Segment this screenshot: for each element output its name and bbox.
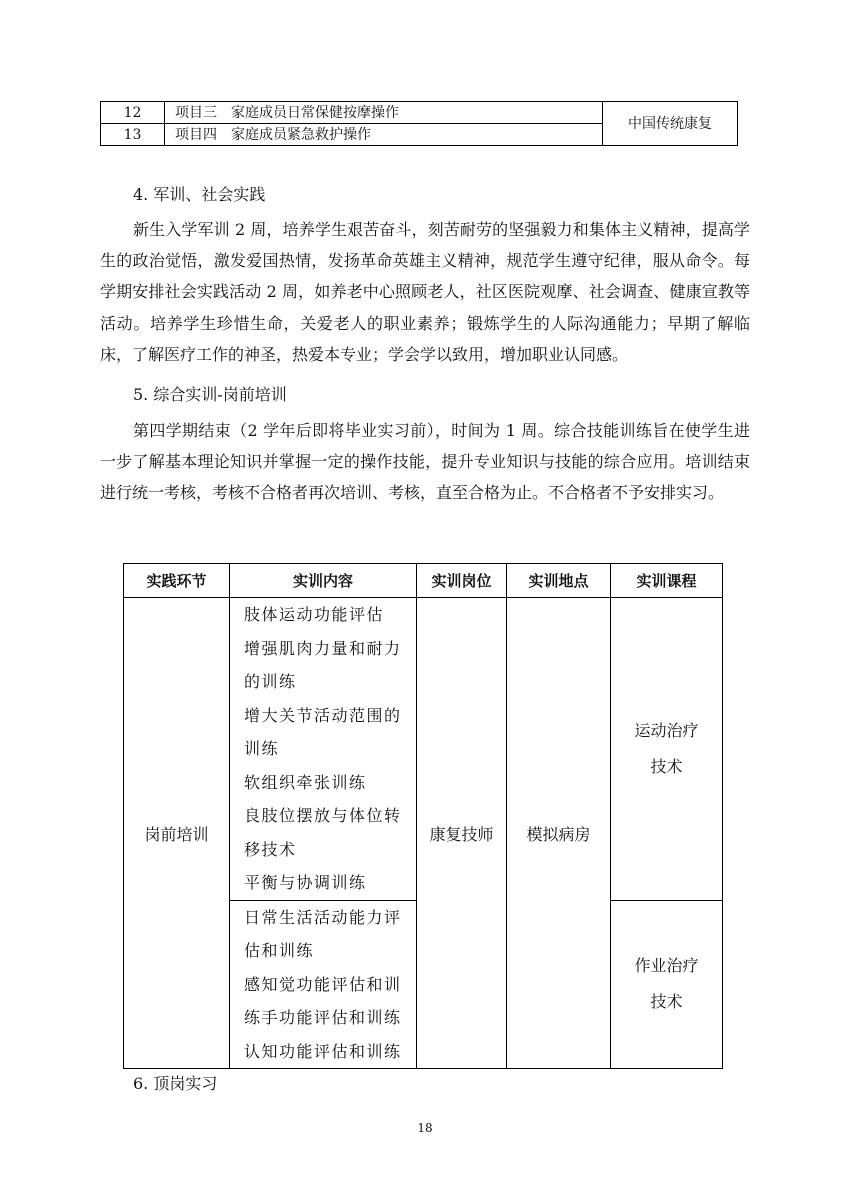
section-paragraph: 新生入学军训 2 周，培养学生艰苦奋斗，刻苦耐劳的坚强毅力和集体主义精神，提高学生的政治觉悟，激发爱国热情，发扬革命英雄主义精神，规范学生遵守纪律，服从命令。每学期安排社会实践活动 2 周，如养老中心照顾老人，社区医院观摩、社会调查、健康宣教等活动。培养学生珍惜生命，关爱老人的职业素养；锻炼学生的人际沟通能力；早期了解临床，了解医疗工作的神圣，热爱本专业；学会学以致用，增加职业认同感。: [100, 220, 750, 364]
content-line: 肢体运动功能评估: [244, 605, 385, 624]
column-header: 实践环节: [124, 564, 230, 598]
project-name: 家庭成员日常保健按摩操作: [231, 104, 399, 121]
project-name: 家庭成员紧急救护操作: [231, 126, 371, 143]
content-line: 训练: [244, 739, 280, 758]
content-line: 的训练: [244, 672, 297, 691]
column-header: 实训内容: [230, 564, 417, 598]
content-line: 估和训练: [244, 941, 315, 960]
content-line: 增强肌肉力量和耐力: [244, 638, 402, 658]
content-line: 增大关节活动范围的: [244, 705, 402, 725]
section-paragraph: 第四学期结束（2 学年后即将毕业实习前），时间为 1 周。综合技能训练旨在使学生进一步了解基本理论知识并掌握一定的操作技能，提升专业知识与技能的综合应用。培训结束进行统一考核，考核不合格者再次培训、考核，直至合格为止。不合格者不予安排实习。: [100, 421, 750, 503]
training-table: [123, 563, 723, 1069]
location-cell: 模拟病房: [507, 598, 611, 1069]
content-line: 日常生活活动能力评: [244, 907, 402, 927]
content-line: 认知功能评估和训练: [244, 1041, 402, 1061]
column-header: 实训地点: [507, 564, 611, 598]
column-header: 实训课程: [611, 564, 723, 598]
course-cell: 作业治疗技术: [611, 900, 723, 1069]
row-number: 12: [101, 102, 165, 124]
course-table-continuation: [100, 101, 738, 146]
table-row: [101, 102, 738, 124]
table-row: [124, 598, 723, 901]
column-header: 实训岗位: [417, 564, 507, 598]
content-line: 感知觉功能评估和训: [244, 974, 402, 994]
content-line: 平衡与协调训练: [244, 873, 367, 892]
table-header-row: [124, 564, 723, 598]
position-cell: 康复技师: [417, 598, 507, 1069]
section-heading: 4. 军训、社会实践: [133, 185, 266, 204]
content-line: 软组织牵张训练: [244, 772, 367, 792]
project-cell: [165, 124, 603, 146]
content-line: 良肢位摆放与体位转: [244, 806, 402, 825]
project-label: 项目四: [175, 126, 217, 143]
page-number: 18: [417, 1121, 433, 1135]
stage-cell: 岗前培训: [124, 598, 230, 1069]
project-label: 项目三: [175, 104, 217, 121]
content-cell: [230, 598, 417, 901]
section-heading: 5. 综合实训-岗前培训: [133, 385, 287, 404]
content-line: 练手功能评估和训练: [244, 1008, 402, 1027]
content-line: 移技术: [244, 839, 297, 859]
content-cell: [230, 900, 417, 1069]
row-number: 13: [101, 124, 165, 146]
section-heading: 6. 顶岗实习: [133, 1074, 218, 1093]
project-cell: [165, 102, 603, 124]
course-cell: 运动治疗技术: [611, 598, 723, 901]
category-cell: 中国传统康复: [603, 102, 738, 146]
